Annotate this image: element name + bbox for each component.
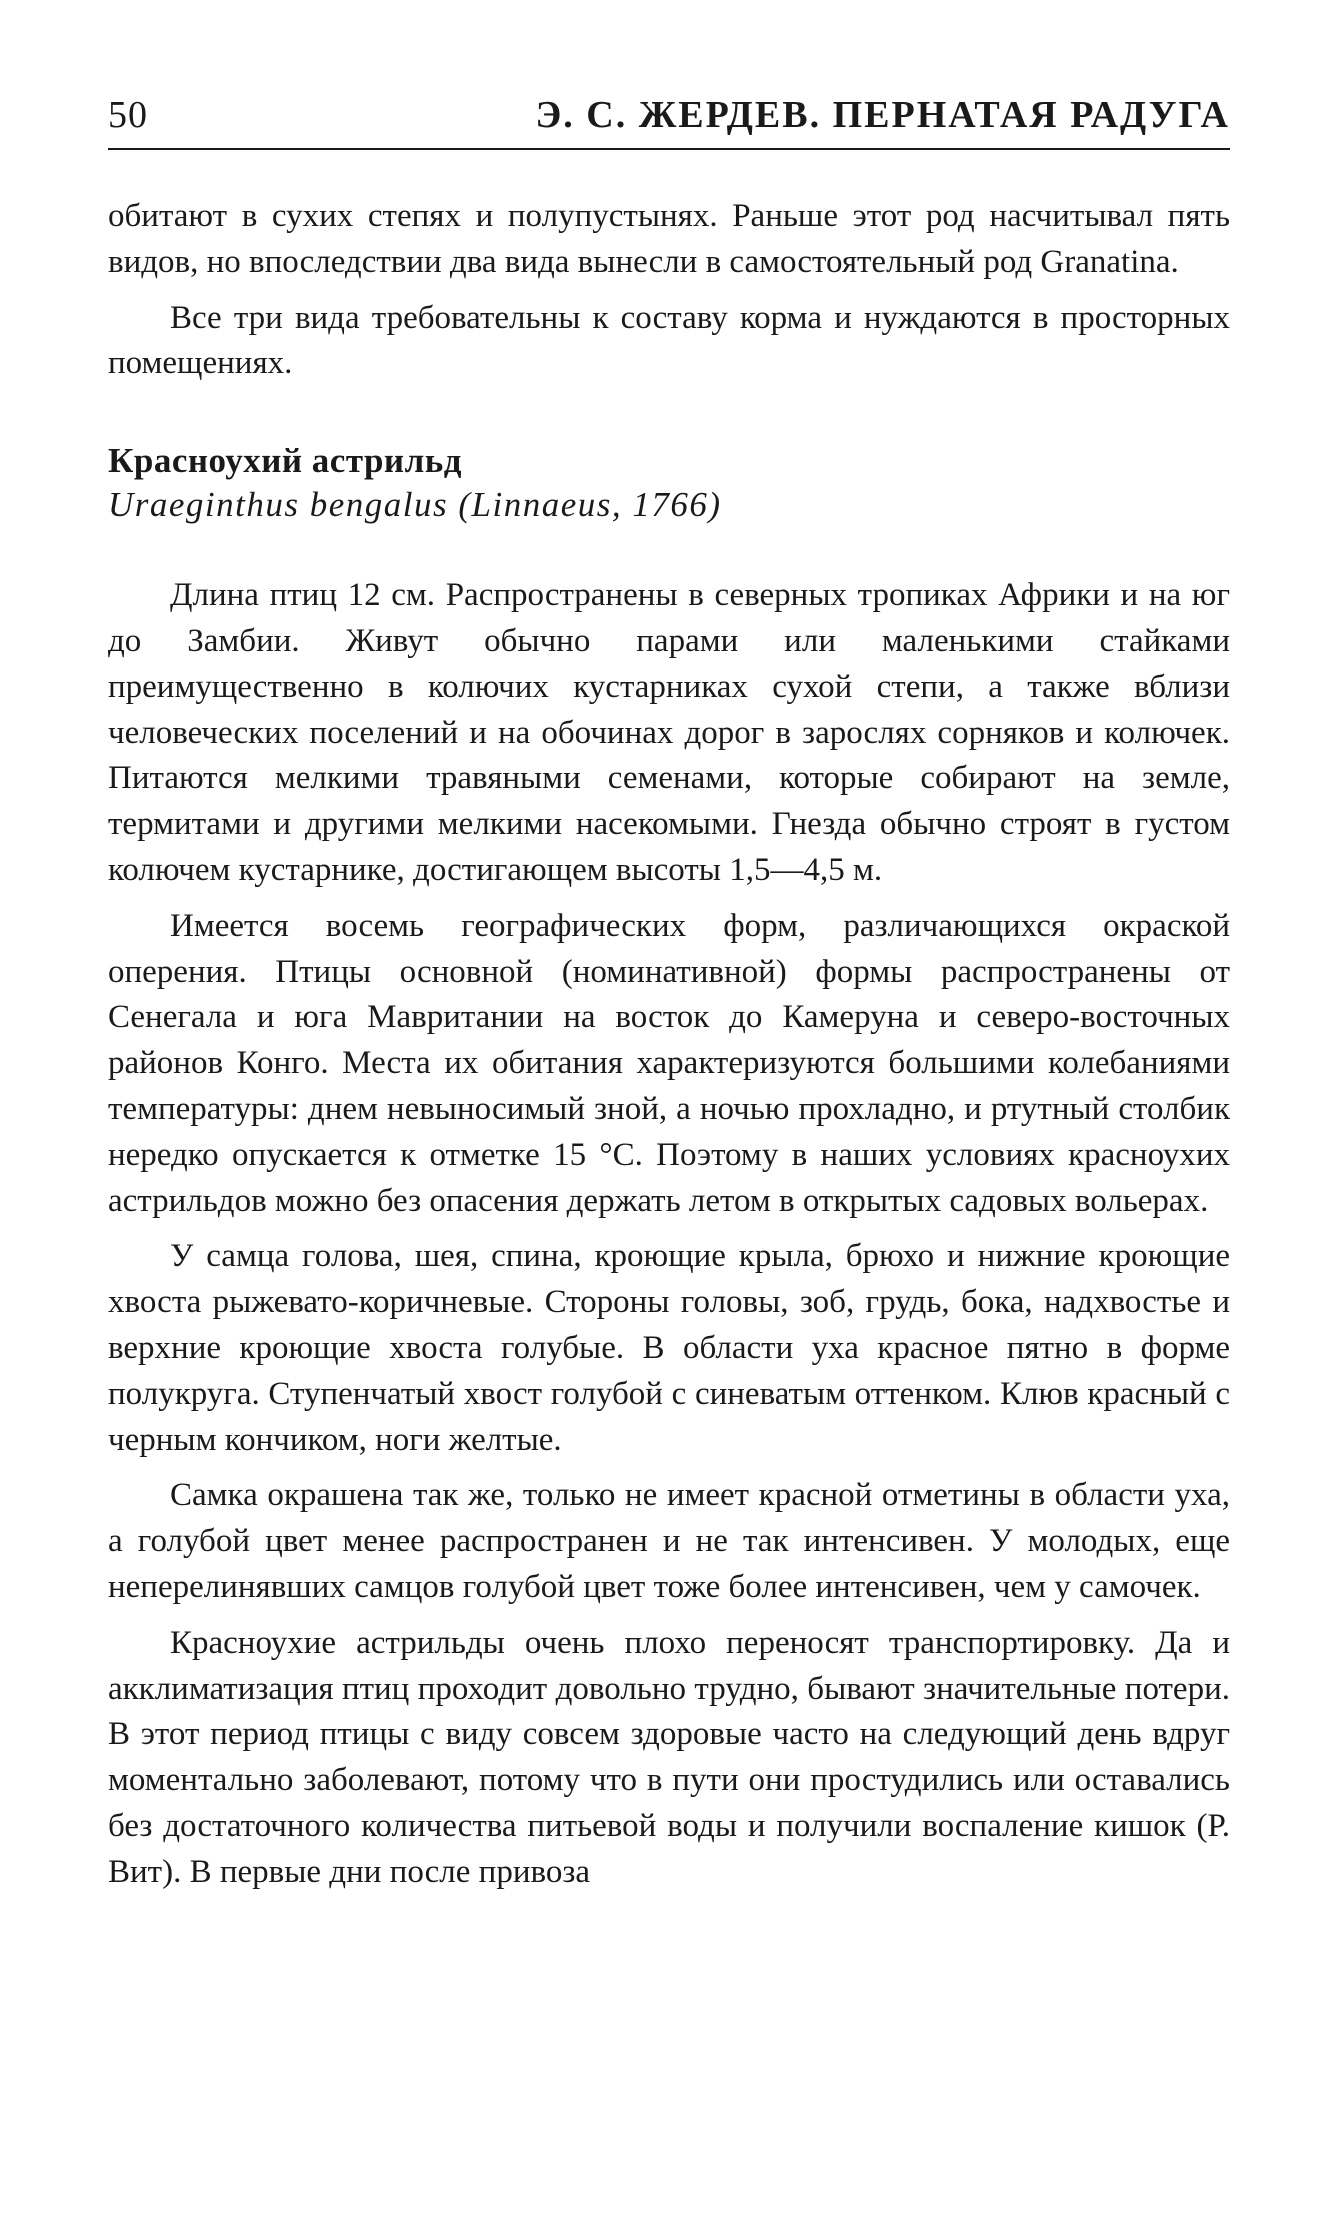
body-paragraph-2: Имеется восемь географических форм, различающихся окраской оперения. Птицы основной (номинативной) формы распространены от Сенегала и юга Мавритании на восток до Камеруна и северо-восточных районов Конго. Места их обитания характеризуются большими колебаниями температуры: днем невыносимый зной, а ночью прохладно, и ртутный столбик нередко опускается к отметке 15 °С. Поэтому в наших условиях красноухих астрильдов можно без опасения держать летом в открытых садовых вольерах.	[108, 907, 1230, 1219]
running-head	[108, 92, 1230, 150]
intro-paragraph-1: обитают в сухих степях и полупустынях. Раньше этот род насчитывал пять видов, но впоследствии два вида вынесли в самостоятельный род Granatina.	[108, 198, 1230, 280]
species-heading	[108, 439, 1230, 527]
page-number: 50	[108, 94, 148, 136]
running-title: Э. С. ЖЕРДЕВ. ПЕРНАТАЯ РАДУГА	[535, 94, 1230, 136]
body-paragraph-5: Красноухие астрильды очень плохо переносят транспортировку. Да и акклиматизация птиц проходит довольно трудно, бывают значительные потери. В этот период птицы с виду совсем здоровые часто на следующий день вдруг моментально заболевают, потому что в пути они простудились или оставались без достаточного количества питьевой воды и получили воспаление кишок (Р. Вит). В первые дни после привоза	[108, 1624, 1230, 1890]
species-latin-name: Uraeginthus bengalus (Linnaeus, 1766)	[108, 485, 722, 525]
body-paragraph-1: Длина птиц 12 см. Распространены в северных тропиках Африки и на юг до Замбии. Живут обычно парами или маленькими стайками преимущественно в колючих кустарниках сухой степи, а также вблизи человеческих поселений и на обочинах дорог в зарослях сорняков и колючек. Питаются мелкими травяными семенами, которые собирают на земле, термитами и другими мелкими насекомыми. Гнезда обычно строят в густом колючем кустарнике, достигающем высоты 1,5—4,5 м.	[108, 577, 1230, 888]
body-paragraph-4: Самка окрашена так же, только не имеет красной отметины в области уха, а голубой цвет менее распространен и не так интенсивен. У молодых, еще неперелинявших самцов голубой цвет тоже более интенсивен, чем у самочек.	[108, 1477, 1230, 1605]
species-name: Красноухий астрильд	[108, 441, 462, 481]
intro-paragraph-2: Все три вида требовательны к составу корма и нуждаются в просторных помещениях.	[108, 299, 1230, 382]
book-page	[108, 92, 1230, 1896]
page-body	[108, 194, 1230, 1896]
body-paragraph-3: У самца голова, шея, спина, кроющие крыла, брюхо и нижние кроющие хвоста рыжевато-коричневые. Стороны головы, зоб, грудь, бока, надхвостье и верхние кроющие хвоста голубые. В области уха красное пятно в форме полукруга. Ступенчатый хвост голубой с синеватым оттенком. Клюв красный с черным кончиком, ноги желтые.	[108, 1238, 1230, 1458]
